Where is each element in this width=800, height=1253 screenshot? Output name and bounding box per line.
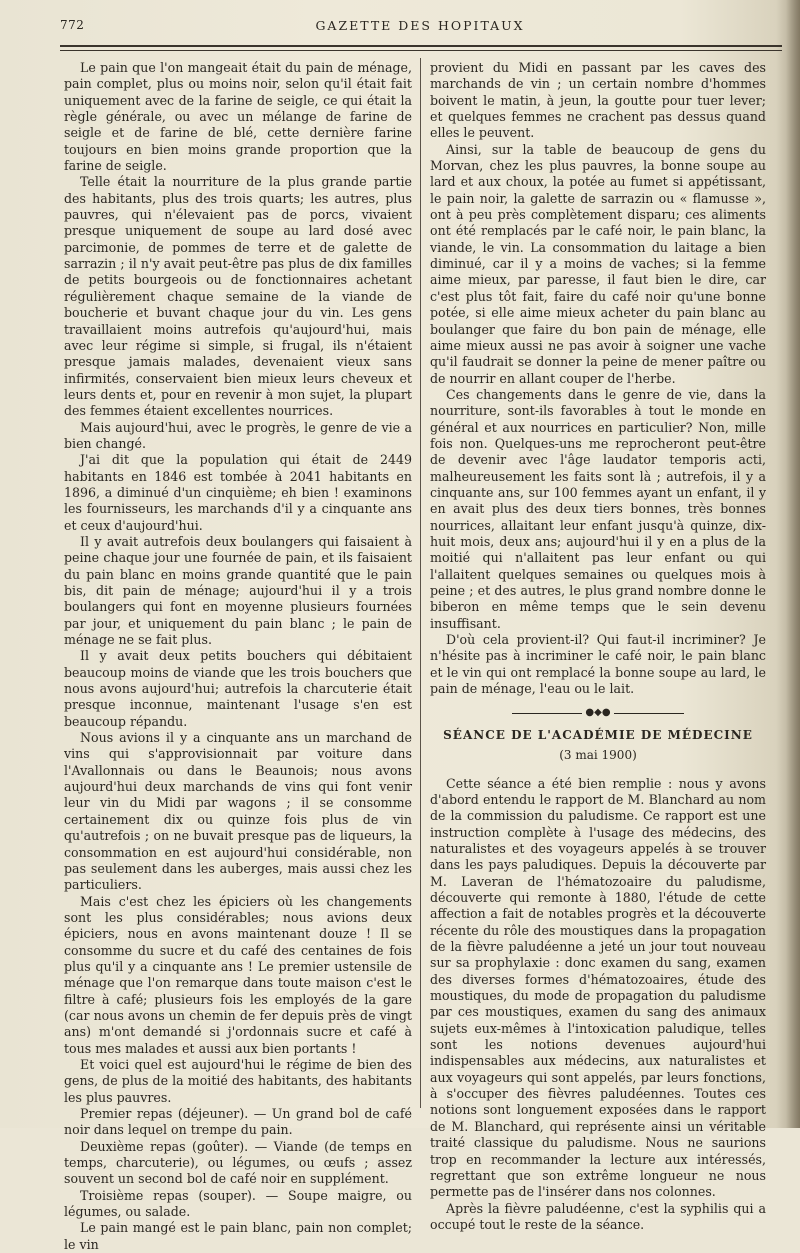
- column-divider: [420, 58, 421, 1108]
- page-number: 772: [60, 18, 85, 32]
- paragraph: Il y avait autrefois deux boulangers qui faisaient à peine chaque jour une fournée de pain, et ils faisaient du pain blanc en moins grande quantité que le pain bis, dit pain de ménage; aujourd'hui il y a trois boulangers qui font en moyenne plusieurs fournées par jour, et uniquement du pain blanc ; le pain de ménage ne se fait plus.: [64, 533, 412, 648]
- left-column: [64, 60, 412, 1253]
- paragraph: Troisième repas (souper). — Soupe maigre, ou légumes, ou salade.: [64, 1187, 412, 1220]
- running-title: GAZETTE DES HOPITAUX: [315, 18, 525, 33]
- section-date: (3 mai 1900): [559, 748, 637, 763]
- paragraph: Après la fièvre paludéenne, c'est la syphilis qui a occupé tout le reste de la séance.: [430, 1200, 766, 1232]
- paragraph: Telle était la nourriture de la plus grande partie des habitants, plus des trois quarts; les autres, plus pauvres, qui n'élevaient pas de porcs, vivaient presque uniquement de soupe au lard dosé avec parcimonie, de pommes de terre et de galette de sarrazin ; il n'y avait peut-être pas plus de dix familles de petits bourgeois ou de fonctionnaires achetant régulièrement chaque semaine de la viande de boucherie et buvant chaque jour du vin. Les gens travaillaient moins autrefois qu'aujourd'hui, mais avec leur régime si simple, si frugal, ils n'étaient presque jamais malades, devenaient vieux sans infirmités, conservaient bien mieux leurs cheveux et leurs dents et, pour en revenir à mon sujet, la plupart des femmes étaient excellentes nourrices.: [64, 174, 412, 419]
- paragraph: Deuxième repas (goûter). — Viande (de temps en temps, charcuterie), ou légumes, ou œufs ; assez souvent un second bol de café noir en supplément.: [64, 1138, 412, 1187]
- section-separator: ●◆●: [430, 708, 766, 719]
- paragraph: Et voici quel est aujourd'hui le régime de bien des gens, de plus de la moitié des habitants, des habitants les plus pauvres.: [64, 1056, 412, 1105]
- paragraph: Ainsi, sur la table de beaucoup de gens du Morvan, chez les plus pauvres, la bonne soupe au lard et aux choux, la potée au fumet si appétissant, le pain noir, la galette de sarrazin ou « flamusse », ont à peu près complètement disparu; ces aliments ont été remplacés par le café noir, le pain blanc, la viande, le vin. La consommation du laitage a bien diminué, car il y a moins de vaches; si la femme aime mieux, par paresse, il faut bien le dire, car c'est plus tôt fait, faire du café noir qu'une bonne potée, si elle aime mieux acheter du pain blanc au boulanger que faire du bon pain de ménage, elle aime mieux aussi ne pas avoir à soigner une vache qu'il faudrait se donner la peine de mener paître ou de nourrir en allant couper de l'herbe.: [430, 141, 766, 386]
- page-header: [60, 18, 780, 40]
- paragraph: Le pain mangé est le pain blanc, pain non complet; le vin: [64, 1220, 412, 1252]
- paragraph: Mais aujourd'hui, avec le progrès, le genre de vie a bien changé.: [64, 419, 412, 451]
- paragraph: Nous avions il y a cinquante ans un marchand de vins qui s'approvisionnait par voiture dans l'Avallonnais ou dans le Beaunois; nous avons aujourd'hui deux marchands de vins qui font venir leur vin du Midi par wagons ; il se consomme certainement dix ou quinze fois plus de vin qu'autrefois ; on ne buvait presque pas de liqueurs, la consommation en est aujourd'hui considérable, non pas seulement dans les auberges, mais aussi chez les particuliers.: [64, 730, 412, 893]
- paragraph: Premier repas (déjeuner). — Un grand bol de café noir dans lequel on trempe du pain.: [64, 1106, 412, 1138]
- paragraph: D'où cela provient-il? Qui faut-il incriminer? Je n'hésite pas à incriminer le café noir, le pain blanc et le vin qui ont remplacé la bonne soupe au lard, le pain de ménage, l'eau ou le lait.: [430, 632, 766, 697]
- paragraph: Le pain que l'on mangeait était du pain de ménage, pain complet, plus ou moins noir, selon qu'il était fait uniquement avec de la farine de seigle, ce qui était la règle générale, ou avec un mélange de farine de seigle et de farine de blé, cette dernière farine toujours en bien moins grande proportion que la farine de seigle.: [64, 60, 412, 174]
- paragraph: provient du Midi en passant par les caves des marchands de vin ; un certain nombre d'hommes boivent le matin, à jeun, la goutte pour tuer lever; et quelques femmes ne crachent pas dessus quand elles le peuvent.: [430, 60, 766, 141]
- section-title: SÉANCE DE L'ACADÉMIE DE MÉDECINE: [443, 727, 753, 742]
- header-rule-thick: [60, 45, 782, 47]
- paragraph: Il y avait deux petits bouchers qui débitaient beaucoup moins de viande que les trois bouchers que nous avons aujourd'hui; autrefois la charcuterie était presque inconnue, maintenant l'usage s'en est beaucoup répandu.: [64, 648, 412, 729]
- paragraph: Mais c'est chez les épiciers où les changements sont les plus considérables; nous avions deux épiciers, nous en avons maintenant douze ! Il se consomme du sucre et du café des centaines de fois plus qu'il y a cinquante ans ! Le premier ustensile de ménage que l'on remarque dans toute maison c'est le filtre à café; plusieurs fois les employés de la gare (car nous avons un chemin de fer depuis près de vingt ans) m'ont demandé si j'ordonnais sucre et café à tous mes malades et aussi aux bien portants !: [64, 893, 412, 1056]
- header-rule-thin: [60, 50, 782, 51]
- paragraph: J'ai dit que la population qui était de 2449 habitants en 1846 est tombée à 2041 habitants en 1896, a diminué d'un cinquième; eh bien ! examinons les fournisseurs, les marchands d'il y a cinquante ans et ceux d'aujourd'hui.: [64, 452, 412, 533]
- page-edge-shadow: [786, 0, 800, 1128]
- paragraph: Cette séance a été bien remplie : nous y avons d'abord entendu le rapport de M. Blanchard au nom de la commission du paludisme. Ce rapport est une instruction complète à l'usage des médecins, des naturalistes et des voyageurs appelés à se trouver dans les pays paludiques. Depuis la découverte par M. Laveran de l'hématozoaire du paludisme, découverte qui remonte à 1880, l'étude de cette affection a fait de notables progrès et la découverte récente du rôle des moustiques dans la propagation de la fièvre paludéenne a jeté un jour tout nouveau sur sa prophylaxie : donc examen du sang, examen des diverses formes d'hématozoaires, étude des moustiques, du mode de propagation du paludisme par ces moustiques, examen du sang des animaux sujets eux-mêmes à l'intoxication paludique, telles sont les notions devenues aujourd'hui indispensables aux médecins, aux naturalistes et aux voyageurs qui sont appelés, par leurs fonctions, à s'occuper des fièvres paludéennes. Toutes ces notions sont longuement exposées dans le rapport de M. Blanchard, qui représente ainsi un véritable traité classique du paludisme. Nous ne saurions trop en recommander la lecture aux intéressés, regrettant que son extrême longueur ne nous permette pas de l'insérer dans nos colonnes.: [430, 775, 766, 1200]
- paragraph: Ces changements dans le genre de vie, dans la nourriture, sont-ils favorables à tout le monde en général et aux nourrices en particulier? Non, mille fois non. Quelques-uns me reprocheront peut-être de devenir avec l'âge laudator temporis acti, malheureusement les faits sont là ; autrefois, il y a cinquante ans, sur 100 femmes ayant un enfant, il y en avait plus des deux tiers bonnes, très bonnes nourrices, allaitant leur enfant jusqu'à quinze, dix-huit mois, deux ans; aujourd'hui il y en a plus de la moitié qui n'allaitent pas leur enfant ou qui l'allaitent quelques semaines ou quelques mois à peine ; et des autres, le plus grand nombre donne le biberon en même temps que le sein devenu insuffisant.: [430, 386, 766, 631]
- right-column: [430, 60, 766, 1233]
